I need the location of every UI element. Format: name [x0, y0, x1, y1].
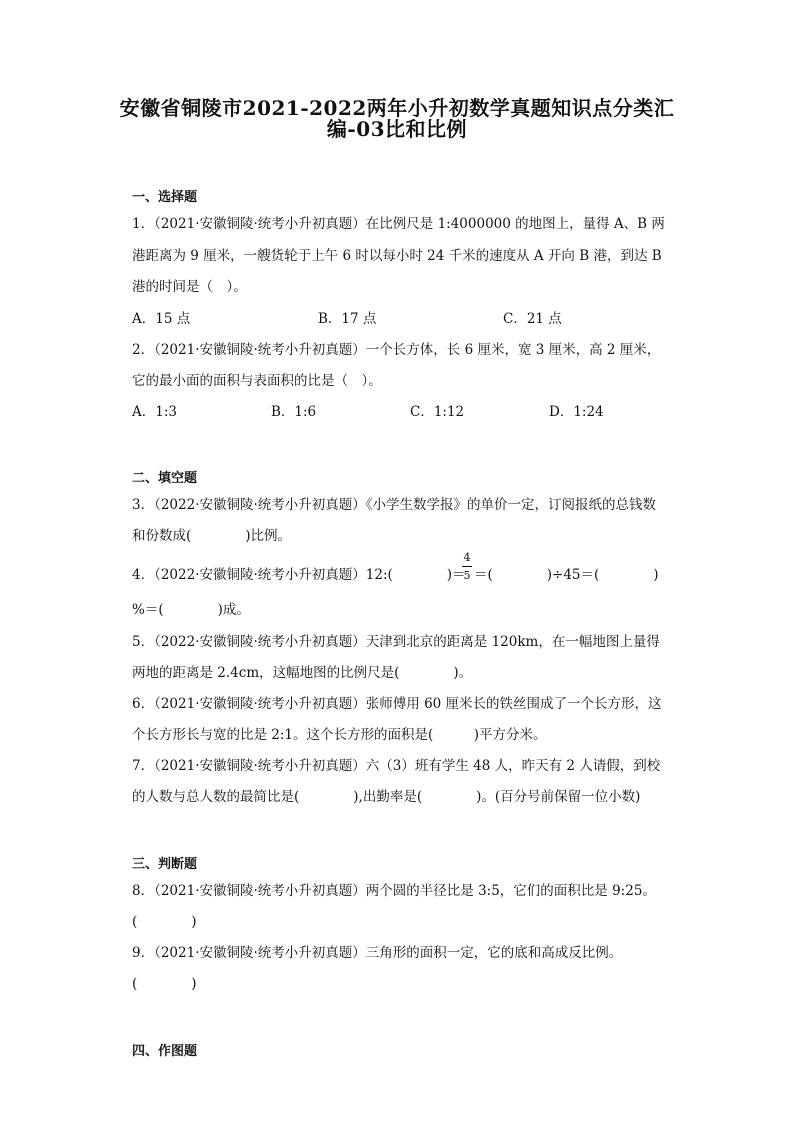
question-1-option-c: C．21 点 [503, 311, 562, 327]
question-5-line2: 两地的距离是 2.4cm，这幅地图的比例尺是( )。 [132, 665, 473, 681]
question-6-line1: 6．（2021·安徽铜陵·统考小升初真题）张师傅用 60 厘米长的铁丝围成了一个长方形，这 [132, 696, 662, 712]
question-1-line2: 港距离为 9 厘米，一艘货轮于上午 6 时以每小时 24 千米的速度从 A 开向 B 港，到达 B [132, 248, 662, 264]
question-2-option-b: B．1:6 [271, 404, 317, 420]
question-4-fraction-bar [462, 566, 472, 567]
question-1-option-a: A．15 点 [132, 311, 191, 327]
section-heading-fill: 二、填空题 [132, 471, 198, 486]
question-4-line1-part2: ＝( )÷45＝( ) [474, 567, 659, 583]
question-1-line1: 1．（2021·安徽铜陵·统考小升初真题）在比例尺是 1:4000000 的地图上，量得 A、B 两 [132, 216, 665, 232]
section-heading-choice: 一、选择题 [132, 190, 198, 205]
question-9-answer-blank: ( ) [132, 976, 197, 992]
question-3-line1: 3．（2022·安徽铜陵·统考小升初真题）《小学生数学报》的单价一定，订阅报纸的总钱数 [132, 497, 657, 513]
question-4-fraction-numerator: 4 [463, 551, 471, 564]
question-2-option-c: C．1:12 [410, 404, 465, 420]
question-2-line1: 2．（2021·安徽铜陵·统考小升初真题）一个长方体，长 6 厘米，宽 3 厘米，高 2 厘米， [132, 342, 661, 358]
question-5-line1: 5．（2022·安徽铜陵·统考小升初真题）天津到北京的距离是 120km，在一幅地图上量得 [132, 634, 660, 650]
section-heading-judge: 三、判断题 [132, 857, 198, 872]
question-3-line2: 和份数成( )比例。 [132, 528, 292, 544]
question-7-line1: 7．（2021·安徽铜陵·统考小升初真题）六（3）班有学生 48 人，昨天有 2 人请假，到校 [132, 758, 661, 774]
question-2-line2: 它的最小面的面积与表面积的比是（ ）。 [132, 373, 382, 389]
question-7-line2: 的人数与总人数的最简比是( ),出勤率是( )。(百分号前保留一位小数) [132, 789, 641, 805]
question-8-line1: 8．（2021·安徽铜陵·统考小升初真题）两个圆的半径比是 3:5，它们的面积比是 9:25。 [132, 883, 656, 899]
question-8-answer-blank: ( ) [132, 914, 197, 930]
question-4-fraction-denominator: 5 [463, 569, 471, 582]
question-1-option-b: B．17 点 [318, 311, 377, 327]
question-9-line1: 9．（2021·安徽铜陵·统考小升初真题）三角形的面积一定，它的底和高成反比例。 [132, 945, 623, 961]
document-title-line2: 编-03比和比例 [326, 117, 468, 141]
question-4-line1-part1: 4．（2022·安徽铜陵·统考小升初真题）12:( )＝ [132, 567, 466, 583]
document-title-line1: 安徽省铜陵市2021-2022两年小升初数学真题知识点分类汇 [119, 96, 675, 120]
question-2-option-a: A．1:3 [132, 404, 177, 420]
section-heading-draw: 四、作图题 [132, 1044, 198, 1059]
question-1-line3: 港的时间是（ ）。 [132, 279, 247, 295]
question-6-line2: 个长方形长与宽的比是 2:1。这个长方形的面积是( )平方分米。 [132, 727, 547, 743]
question-4-line2: %＝( )成。 [132, 602, 250, 618]
question-2-option-d: D．1:24 [549, 404, 604, 420]
